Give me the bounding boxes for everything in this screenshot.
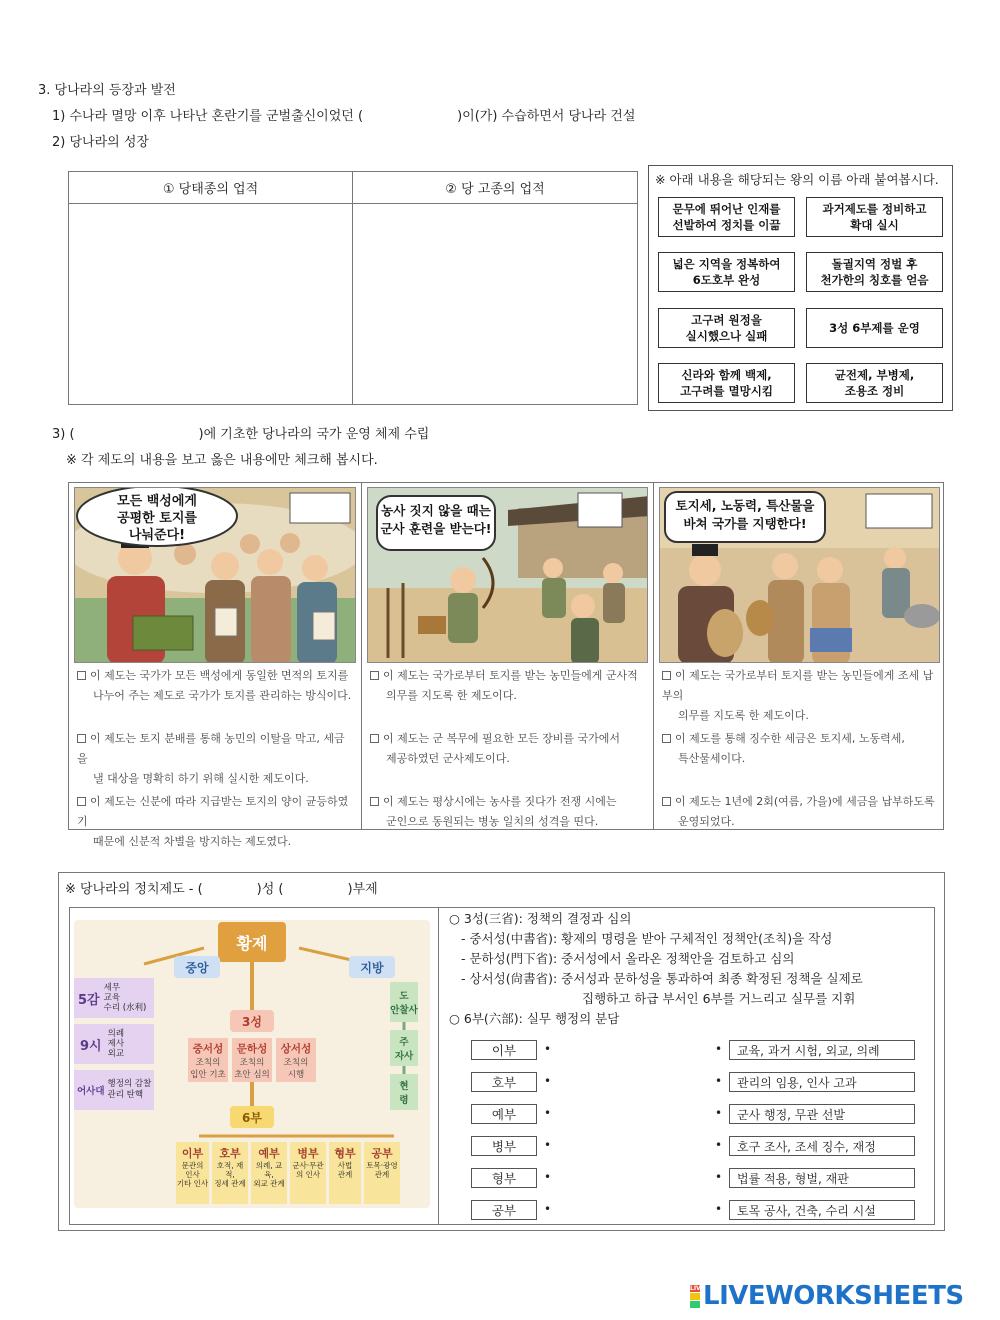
line-sang-2: 집행하고 하급 부서인 6부를 거느리고 실무를 지휘 — [582, 991, 856, 1006]
section-heading: 3. 당나라의 등장과 발전 — [38, 83, 176, 98]
checkbox[interactable] — [370, 797, 379, 806]
bu-box-4: 형부 사법 관계 — [329, 1142, 361, 1204]
checkbox[interactable] — [77, 797, 86, 806]
taizong-header: ① 당태종의 업적 — [69, 172, 352, 204]
line-jung: - 중서성(中書省): 황제의 명령을 받아 구체적인 정책안(조칙)을 작성 — [461, 931, 833, 946]
option-3-2[interactable]: 이 제도를 통해 징수한 세금은 토지세, 노동력세, 특산물세이다. — [662, 729, 939, 769]
match-right-4[interactable]: 법률 적용, 형벌, 재판 — [729, 1168, 915, 1188]
brand-text: LIVEWORKSHEETS — [703, 1281, 964, 1311]
checkbox[interactable] — [77, 671, 86, 680]
comic-panel-2 — [361, 483, 653, 829]
gov-inner — [69, 907, 935, 1225]
taizong-column[interactable] — [69, 172, 353, 404]
match-right-3[interactable]: 호구 조사, 조세 징수, 재정 — [729, 1136, 915, 1156]
item3-note: ※ 각 제도의 내용을 보고 옳은 내용에만 체크해 봅시다. — [66, 453, 378, 468]
match-right-0[interactable]: 교육, 과거 시험, 외교, 의례 — [729, 1040, 915, 1060]
bu-box-3: 병부 군사·무관 의 인사 — [290, 1142, 326, 1204]
gaozong-column[interactable] — [353, 172, 637, 404]
option-1-1[interactable]: 이 제도는 국가가 모든 백성에게 동일한 면적의 토지를 나누어 주는 제도로 국가가 토지를 관리하는 방식이다. — [77, 666, 355, 706]
card-goguryeo-fail[interactable]: 고구려 원정을 실시했으나 실패 — [658, 308, 795, 348]
match-dot-right[interactable]: • — [715, 1042, 723, 1056]
match-dot-left[interactable]: • — [544, 1042, 552, 1056]
line-6bu: ○ 6부(六部): 실무 행정의 분담 — [449, 1011, 620, 1026]
checkbox[interactable] — [662, 671, 671, 680]
yuk-label: 6부 — [230, 1106, 274, 1128]
comic-bubble-2: 농사 짓지 않을 때는 군사 훈련을 받는다! — [380, 503, 492, 536]
comic-bubble-1: 모든 백성에게 공평한 토지를 나눠준다! — [117, 494, 197, 543]
match-right-1[interactable]: 관리의 임용, 인사 고과 — [729, 1072, 915, 1092]
item1: 1) 수나라 멸망 이후 나타난 혼란기를 군벌출신이었던 ( )이(가) 수습하면서 당나라 건설 — [52, 109, 636, 124]
match-left-1[interactable]: 호부 — [471, 1072, 537, 1092]
gov-explanation — [438, 908, 934, 1224]
gov-title: ※ 당나라의 정치제도 - ( )성 ( )부제 — [65, 882, 378, 897]
checkbox[interactable] — [370, 671, 379, 680]
card-systems[interactable]: 균전제, 부병제, 조용조 정비 — [806, 363, 943, 403]
sam-label: 3성 — [230, 1010, 274, 1032]
central-label: 중앙 — [174, 956, 220, 978]
match-dot-left[interactable]: • — [544, 1106, 552, 1120]
brand-mark-icon: LIVE — [690, 1285, 700, 1308]
comic-bubble-3: 토지세, 노동력, 특산물을 바쳐 국가를 지탱한다! — [675, 498, 815, 531]
option-2-2[interactable]: 이 제도는 군 복무에 필요한 모든 장비를 국가에서 제공하였던 군사제도이다. — [370, 729, 647, 769]
si9-box: 9시 의례 제사 외교 — [74, 1024, 154, 1064]
gam5-box: 5감 세무 교육 수리 (水利) — [74, 978, 154, 1018]
match-dot-right[interactable]: • — [715, 1138, 723, 1152]
option-1-3[interactable]: 이 제도는 신분에 따라 지급받는 토지의 양이 균등하였기 때문에 신분적 차별을 방지하는 제도였다. — [77, 795, 349, 848]
item2: 2) 당나라의 성장 — [52, 135, 149, 150]
jung-box: 중서성 조칙의 입안 기초 — [188, 1038, 228, 1082]
match-dot-left[interactable]: • — [544, 1074, 552, 1088]
match-dot-right[interactable]: • — [715, 1170, 723, 1184]
checkbox[interactable] — [370, 734, 379, 743]
match-dot-left[interactable]: • — [544, 1202, 552, 1216]
sang-box: 상서성 조칙의 시행 — [276, 1038, 316, 1082]
match-dot-right[interactable]: • — [715, 1074, 723, 1088]
match-dot-left[interactable]: • — [544, 1170, 552, 1184]
checkbox[interactable] — [77, 734, 86, 743]
match-right-2[interactable]: 군사 행정, 무관 선발 — [729, 1104, 915, 1124]
drag-cards-panel — [648, 165, 953, 411]
comic-image-land — [74, 487, 356, 663]
bu-box-1: 호부 호적, 재적, 징세 관계 — [212, 1142, 248, 1204]
bu-box-2: 예부 의례, 교육, 외교 관계 — [251, 1142, 287, 1204]
match-left-4[interactable]: 형부 — [471, 1168, 537, 1188]
option-3-3[interactable]: 이 제도는 1년에 2회(여름, 가을)에 세금을 납부하도록 운영되었다. — [662, 792, 939, 832]
comic-image-military — [367, 487, 648, 663]
comic-panel-1 — [69, 483, 361, 848]
line-3sung: ○ 3성(三省): 정책의 결정과 심의 — [449, 911, 632, 926]
comics-grid — [68, 482, 944, 848]
emperor-box: 황제 — [218, 922, 286, 962]
match-right-5[interactable]: 토목 공사, 건축, 수리 시설 — [729, 1200, 915, 1220]
option-3-1[interactable]: 이 제도는 국가로부터 토지를 받는 농민들에게 조세 납부의 의무를 지도록 한 제도이다. — [662, 669, 934, 722]
achievements-table — [68, 171, 638, 405]
item3: 3) ( )에 기초한 당나라의 국가 운영 체제 수립 — [52, 427, 430, 442]
match-dot-left[interactable]: • — [544, 1138, 552, 1152]
mun-box: 문하성 조칙의 초안 심의 — [232, 1038, 272, 1082]
card-talent[interactable]: 문무에 뛰어난 인재를 선발하여 정치를 이끎 — [658, 197, 795, 237]
local-ju: 주 자사 — [390, 1030, 418, 1066]
bu-box-0: 이부 문관의 인사 기타 인사 — [176, 1142, 209, 1204]
card-exam[interactable]: 과거제도를 정비하고 확대 실시 — [806, 197, 943, 237]
checkbox[interactable] — [662, 797, 671, 806]
option-2-1[interactable]: 이 제도는 국가로부터 토지를 받는 농민들에게 군사적 의무를 지도록 한 제도이다. — [370, 666, 647, 706]
option-1-2[interactable]: 이 제도는 토지 분배를 통해 농민의 이탈을 막고, 세금을 낼 대상을 명확히 하기 위해 실시한 제도이다. — [77, 732, 345, 785]
match-left-5[interactable]: 공부 — [471, 1200, 537, 1220]
match-left-2[interactable]: 예부 — [471, 1104, 537, 1124]
bu-box-5: 공부 토목·광영 관계 — [364, 1142, 400, 1204]
line-sang: - 상서성(尙書省): 중서성과 문하성을 통과하여 최종 확정된 정책을 실제로 — [461, 971, 863, 986]
card-khagan[interactable]: 돌궐지역 정벌 후 천가한의 칭호를 얻음 — [806, 252, 943, 292]
match-left-0[interactable]: 이부 — [471, 1040, 537, 1060]
line-mun: - 문하성(門下省): 중서성에서 올라온 정책안을 검토하고 심의 — [461, 951, 795, 966]
match-dot-right[interactable]: • — [715, 1202, 723, 1216]
cards-title: ※ 아래 내용을 해당되는 왕의 이름 아래 붙여봅시다. — [655, 172, 939, 187]
gov-section — [58, 872, 945, 1231]
eosadae-box: 어사대 행정의 감찰 관리 탄핵 — [74, 1070, 154, 1110]
match-dot-right[interactable]: • — [715, 1106, 723, 1120]
card-3sung6bu[interactable]: 3성 6부제를 운영 — [806, 308, 943, 348]
local-label: 지방 — [349, 956, 395, 978]
checkbox[interactable] — [662, 734, 671, 743]
comic-image-tax — [659, 487, 940, 663]
org-chart — [74, 920, 430, 1208]
comic-panel-3 — [653, 483, 945, 829]
card-protectorates[interactable]: 넓은 지역을 정복하여 6도호부 완성 — [658, 252, 795, 292]
liveworksheets-logo — [690, 1281, 964, 1311]
match-left-3[interactable]: 병부 — [471, 1136, 537, 1156]
local-do: 도 안찰사 — [390, 982, 418, 1022]
gaozong-header: ② 당 고종의 업적 — [353, 172, 637, 204]
card-conquest[interactable]: 신라와 함께 백제, 고구려를 멸망시킴 — [658, 363, 795, 403]
option-2-3[interactable]: 이 제도는 평상시에는 농사를 짓다가 전쟁 시에는 군인으로 동원되는 병농 일치의 성격을 띤다. — [370, 792, 647, 832]
local-hyeon: 현 령 — [390, 1074, 418, 1110]
